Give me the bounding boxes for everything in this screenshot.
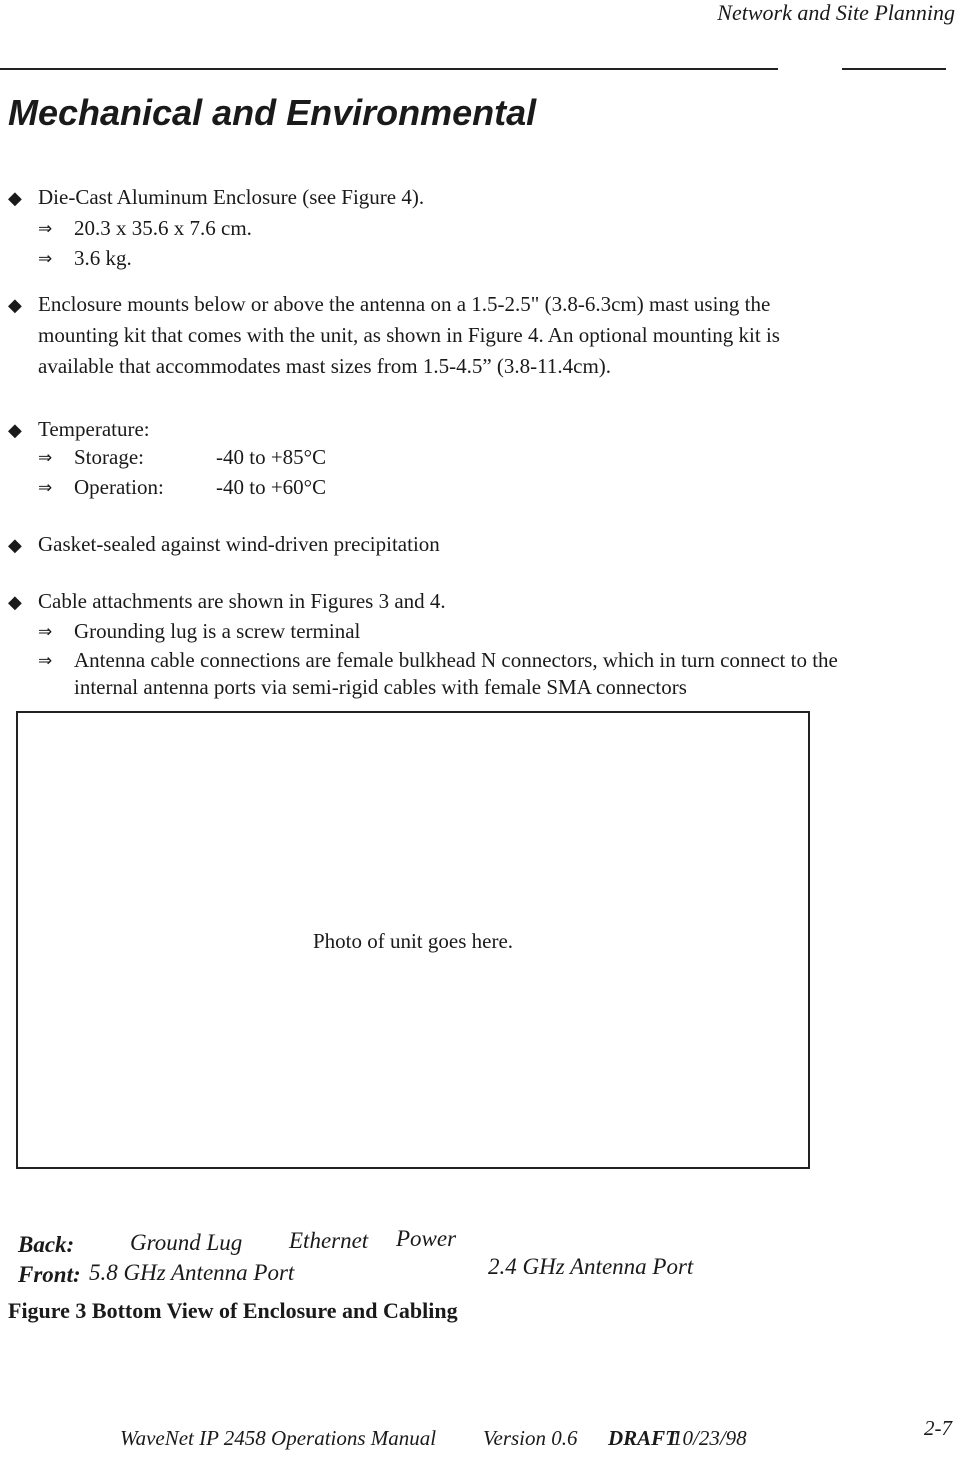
header-rule-left [0,68,778,70]
antenna-connector-line-1: Antenna cable connections are female bulkhead N connectors, which in turn connect to the [74,648,838,672]
figure-caption: Figure 3 Bottom View of Enclosure and Cabling [8,1298,458,1323]
double-arrow-icon: ⇒ [38,651,53,671]
double-arrow-icon: ⇒ [38,219,53,239]
footer-date: 10/23/98 [672,1426,747,1450]
antenna-2-4-label: 2.4 GHz Antenna Port [488,1254,694,1279]
ground-lug-label: Ground Lug [130,1230,243,1255]
operation-label: Operation: [74,475,164,499]
footer-manual: WaveNet IP 2458 Operations Manual [120,1426,437,1450]
antenna-connector-line-2: internal antenna ports via semi-rigid cables with female SMA connectors [74,675,687,699]
section-title: Mechanical and Environmental [8,92,537,133]
grounding-lug-text: Grounding lug is a screw terminal [74,619,361,643]
diamond-bullet-icon: ◆ [8,420,22,440]
double-arrow-icon: ⇒ [38,478,53,498]
antenna-5-8-label: 5.8 GHz Antenna Port [89,1260,295,1285]
storage-label: Storage: [74,445,144,469]
temperature-text: Temperature: [38,417,150,441]
cable-text: Cable attachments are shown in Figures 3 and 4. [38,589,446,613]
diamond-bullet-icon: ◆ [8,592,22,612]
storage-value: -40 to +85°C [216,445,327,469]
mounting-line-1: Enclosure mounts below or above the antenna on a 1.5-2.5" (3.8-6.3cm) mast using the [38,292,771,316]
enclosure-text: Die-Cast Aluminum Enclosure (see Figure 4). [38,185,425,209]
photo-placeholder-box [16,711,810,1169]
operation-value: -40 to +60°C [216,475,327,499]
running-head: Network and Site Planning [717,0,955,25]
enclosure-weight: 3.6 kg. [74,246,132,270]
header-rule-right [842,68,946,70]
diamond-bullet-icon: ◆ [8,535,22,555]
footer-draft: DRAFT [608,1426,679,1450]
double-arrow-icon: ⇒ [38,448,53,468]
photo-placeholder-text: Photo of unit goes here. [312,929,514,953]
footer-version: Version 0.6 [483,1426,578,1450]
double-arrow-icon: ⇒ [38,622,53,642]
diamond-bullet-icon: ◆ [8,295,22,315]
gasket-text: Gasket-sealed against wind-driven precipitation [38,532,440,556]
front-label: Front: [18,1262,81,1287]
power-label: Power [396,1226,457,1251]
enclosure-dimensions: 20.3 x 35.6 x 7.6 cm. [74,216,252,240]
mounting-line-2: mounting kit that comes with the unit, as shown in Figure 4. An optional mounting kit is [38,323,780,347]
diamond-bullet-icon: ◆ [8,188,22,208]
back-label: Back: [18,1232,75,1257]
ethernet-label: Ethernet [289,1228,369,1253]
page-number: 2-7 [924,1416,952,1440]
mounting-line-3: available that accommodates mast sizes from 1.5-4.5” (3.8-11.4cm). [38,354,612,378]
double-arrow-icon: ⇒ [38,249,53,269]
